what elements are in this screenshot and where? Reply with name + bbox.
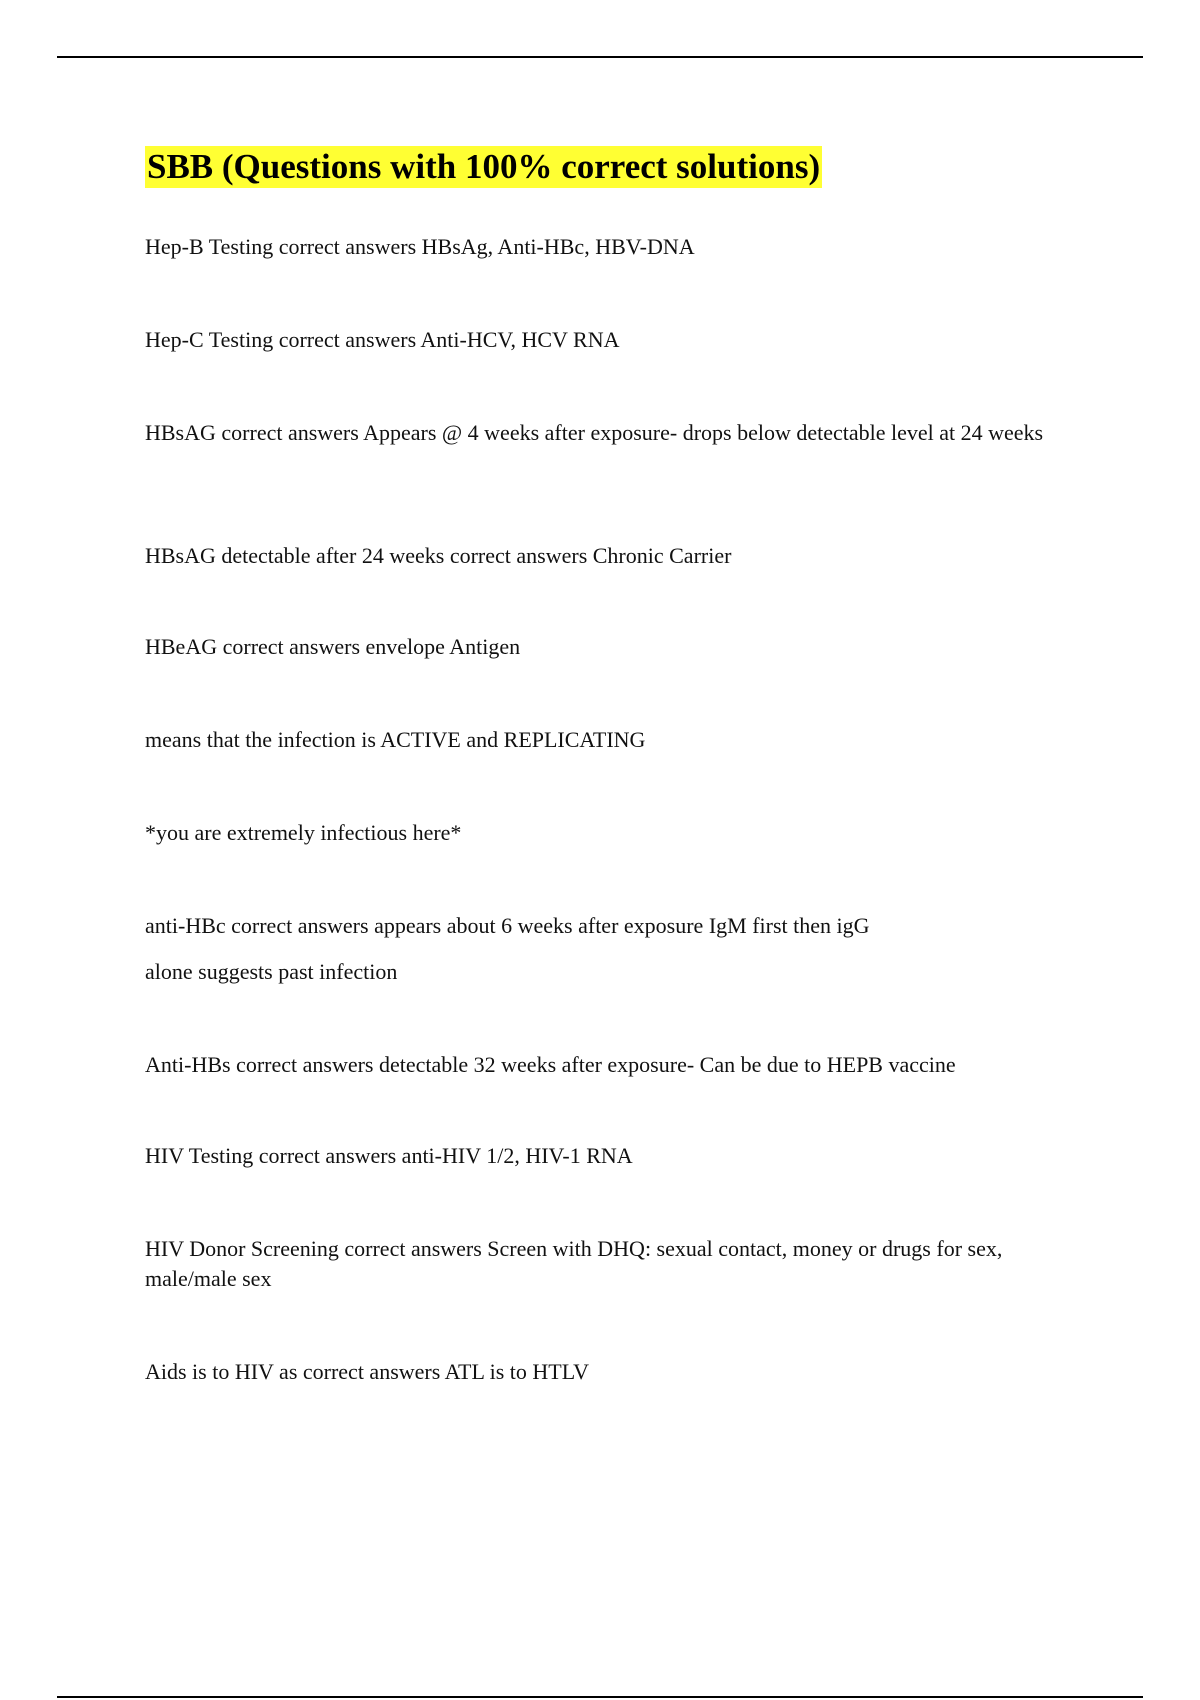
entry-hep-c-testing: Hep-C Testing correct answers Anti-HCV, HCV RNA bbox=[145, 327, 620, 352]
entry-anti-hbc: anti-HBc correct answers appears about 6 weeks after exposure IgM first then igG bbox=[145, 913, 870, 938]
entry-hbsag-detectable: HBsAG detectable after 24 weeks correct answers Chronic Carrier bbox=[145, 543, 732, 568]
entry-hbeag: HBeAG correct answers envelope Antigen bbox=[145, 634, 521, 659]
entry-hbsag: HBsAG correct answers Appears @ 4 weeks after exposure- drops below detectable level at 24 weeks bbox=[145, 420, 1044, 445]
entry-past-infection: alone suggests past infection bbox=[145, 959, 398, 984]
entry-hep-b-testing: Hep-B Testing correct answers HBsAg, Anti-HBc, HBV-DNA bbox=[145, 234, 695, 259]
title-container bbox=[145, 146, 822, 188]
entry-aids-htlv: Aids is to HIV as correct answers ATL is to HTLV bbox=[145, 1359, 590, 1384]
header-rule bbox=[57, 56, 1143, 58]
entry-hiv-donor-screening: HIV Donor Screening correct answers Screen with DHQ: sexual contact, money or drugs for sex, male/male sex bbox=[145, 1236, 1003, 1291]
entry-active-replicating: means that the infection is ACTIVE and REPLICATING bbox=[145, 727, 646, 752]
document-title: SBB (Questions with 100% correct solutions) bbox=[147, 147, 821, 186]
entry-anti-hbs: Anti-HBs correct answers detectable 32 weeks after exposure- Can be due to HEPB vaccine bbox=[145, 1052, 956, 1077]
entry-hiv-testing: HIV Testing correct answers anti-HIV 1/2, HIV-1 RNA bbox=[145, 1143, 633, 1168]
footer-rule bbox=[57, 1696, 1143, 1698]
entry-extremely-infectious: *you are extremely infectious here* bbox=[145, 820, 462, 845]
